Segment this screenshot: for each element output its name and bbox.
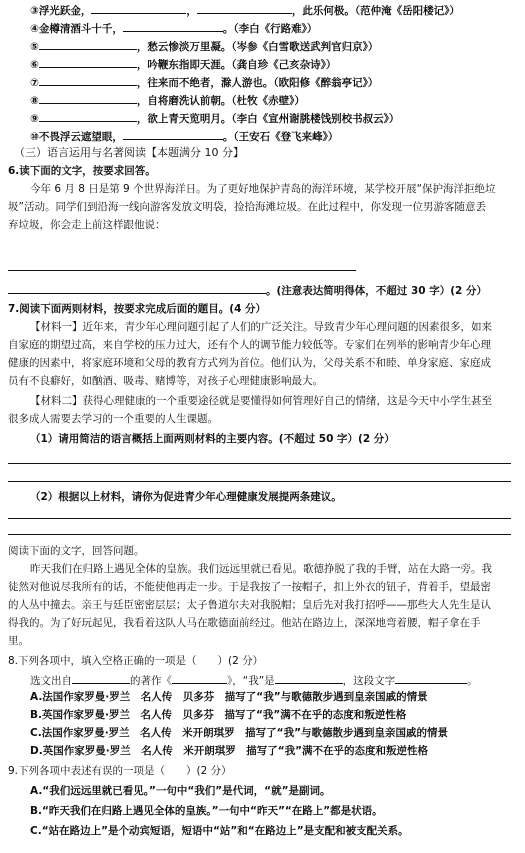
answer-line[interactable] xyxy=(8,270,356,271)
stem-text: 》，“我”是 xyxy=(227,675,275,687)
answer-line[interactable] xyxy=(8,518,511,519)
stem-text: ，这段文字 xyxy=(342,675,396,687)
poem-text: 。（王安石《登飞来峰》） xyxy=(222,131,339,143)
poem-line-7 xyxy=(30,74,378,90)
poem-text: ，自将磨洗认前朝。（杜牧《赤壁》） xyxy=(136,95,305,107)
q8-option-b[interactable]: B.英国作家罗曼·罗兰 名人传 贝多芬 描写了“我”满不在乎的态度和叛逆性格 xyxy=(30,709,407,721)
poem-line-10 xyxy=(30,128,338,144)
answer-blank[interactable] xyxy=(39,92,137,104)
passage-line: 得我的。为了好玩起见，我看着这队人马在歌德面前经过。他站在路边上，深深地弯着腰，帽子拿在手 xyxy=(8,617,481,629)
answer-line[interactable] xyxy=(8,463,511,464)
answer-blank[interactable] xyxy=(72,672,130,684)
answer-blank[interactable] xyxy=(275,672,343,684)
question-6-title: 6.读下面的文字，按要求回答。 xyxy=(8,165,156,177)
poem-line-3 xyxy=(30,2,460,18)
poem-line-4 xyxy=(30,20,317,36)
q9-option-b[interactable]: B.“昨天我们在归路上遇见全体的皇族。”一句中“昨天”“在路上”都是状语。 xyxy=(30,805,383,817)
stem-text: 。 xyxy=(467,675,478,687)
answer-blank[interactable] xyxy=(197,2,292,14)
passage-line: 里。 xyxy=(8,635,29,647)
item-number: ⑤ xyxy=(30,41,39,53)
poem-text: 不畏浮云遮望眼， xyxy=(38,131,123,143)
q9-option-a[interactable]: A.“我们远远里就已看见。”一句中“我们”是代词，“就”是副词。 xyxy=(30,785,331,797)
passage-line: 的人丛中撞去。亲王与廷臣密密层层；太子鲁道尔夫对我脱帽；皇后先对我打招呼——那些大人先生是认 xyxy=(8,599,491,611)
item-number: ⑧ xyxy=(30,95,39,107)
answer-line[interactable] xyxy=(8,534,511,535)
passage-line: 徒然对他说尽我所有的话，不能使他再走一步。于是我按了一按帽子，扣上外衣的钮子，背着手，望最密 xyxy=(8,581,491,593)
poem-text: ，欲上青天览明月。（李白《宣州谢朓楼饯别校书叔云》） xyxy=(136,113,400,125)
poem-text: ，吟鞭东指即天涯。（龚自珍《己亥杂诗》） xyxy=(136,59,337,71)
answer-line[interactable] xyxy=(8,481,511,482)
reading-intro: 阅读下面的文字，回答问题。 xyxy=(8,545,145,557)
q8-option-d[interactable]: D.英国作家罗曼·罗兰 名人传 米开朗琪罗 描写了“我”满不在乎的态度和叛逆性格 xyxy=(30,745,428,757)
q6-paragraph-line: 今年 6 月 8 日是第 9 个世界海洋日。为了更好地保护青岛的海洋环境，某学校开展“保护海洋拒绝垃 xyxy=(30,183,496,195)
answer-blank[interactable] xyxy=(8,282,266,294)
answer-blank[interactable] xyxy=(39,74,137,86)
material-1-line: 【材料一】近年来，青少年心理问题引起了人们的广泛关注。导致青少年心理问题的因素很多，如来 xyxy=(30,321,492,333)
stem-text: 的著作《 xyxy=(130,675,172,687)
poem-text: 浮光跃金， xyxy=(38,5,92,17)
q6-answer-row xyxy=(8,282,487,298)
question-7-title: 7.阅读下面两则材料，按要求完成后面的题目。(4 分） xyxy=(8,303,267,315)
q8-option-a[interactable]: A.法国作家罗曼·罗兰 名人传 贝多芬 描写了“我”与歌德散步遇到皇亲国戚的情景 xyxy=(30,691,428,703)
item-number: ④ xyxy=(30,23,39,35)
question-8-title: 8.下列各项中，填入空格正确的一项是（ ）(2 分） xyxy=(8,655,264,667)
answer-blank[interactable] xyxy=(123,20,223,32)
q7-subquestion-1: （1）请用简洁的语言概括上面两则材料的主要内容。(不超过 50 字）(2 分） xyxy=(30,433,395,445)
material-2-line: 【材料二】获得心理健康的一个重要途径就是要懂得如何管理好自己的情绪，这是今天中小学生甚至 xyxy=(30,395,492,407)
item-number: ⑩ xyxy=(30,131,39,143)
poem-line-6 xyxy=(30,56,336,72)
answer-blank[interactable] xyxy=(39,110,137,122)
q6-paragraph-line: 弃垃圾，你会走上前这样跟他说： xyxy=(8,219,166,231)
q8-option-c[interactable]: C.法国作家罗曼·罗兰 名人传 米开朗琪罗 描写了“我”与歌德散步遇到皇亲国戚的情景 xyxy=(30,727,448,739)
poem-text: ，此乐何极。（范仲淹《岳阳楼记》） xyxy=(291,5,460,17)
answer-blank[interactable] xyxy=(395,672,467,684)
poem-text: 。（李白《行路难》） xyxy=(222,23,318,35)
poem-text: 金樽清酒斗十千， xyxy=(38,23,123,35)
material-1-line: 自家庭的期望过高，来自学校的压力过大，还有个人的调节能力较低等。专家们在列举的影响青少年心理 xyxy=(8,339,491,351)
item-number: ③ xyxy=(30,5,39,17)
material-2-line: 很多成人需要去学习的一个重要的人生课题。 xyxy=(8,413,218,425)
answer-blank[interactable] xyxy=(91,2,186,14)
item-number: ⑨ xyxy=(30,113,39,125)
poem-text: ， xyxy=(186,5,197,17)
q6-paragraph-line: 圾”活动。同学们到沿海一线向游客发放文明袋，捡拾海滩垃圾。在此过程中，你发现一位男游客随意丢 xyxy=(8,201,486,213)
item-number: ⑥ xyxy=(30,59,39,71)
answer-blank[interactable] xyxy=(39,56,137,68)
q8-stem xyxy=(30,672,478,688)
item-number: ⑦ xyxy=(30,77,39,89)
q7-subquestion-2: （2）根据以上材料，请你为促进青少年心理健康发展提两条建议。 xyxy=(30,491,342,503)
material-1-line: 健康的因素中，将家庭环境和父母的教育方式列为首位。他们认为，父母关系不和睦、单身家庭、家庭成 xyxy=(8,357,491,369)
section-heading: （三）语言运用与名著阅读【本题满分 10 分】 xyxy=(14,146,244,159)
poem-line-9 xyxy=(30,110,399,126)
poem-line-8 xyxy=(30,92,305,108)
material-1-line: 员有不良癖好，如酗酒、吸毒、赌博等，对孩子心理健康影响最大。 xyxy=(8,375,323,387)
poem-text: ，往来而不绝者，滁人游也。（欧阳修《醉翁亭记》） xyxy=(136,77,379,89)
answer-blank[interactable] xyxy=(39,38,137,50)
answer-blank[interactable] xyxy=(123,128,223,140)
answer-blank[interactable] xyxy=(172,672,227,684)
q6-requirement: 。(注意表达简明得体，不超过 30 字）(2 分） xyxy=(266,285,487,297)
poem-line-5 xyxy=(30,38,378,54)
poem-text: ，愁云惨淡万里凝。（岑参《白雪歌送武判官归京》） xyxy=(136,41,379,53)
question-9-title: 9.下列各项中表述有误的一项是（ ）(2 分） xyxy=(8,765,232,777)
stem-text: 选文出自 xyxy=(30,675,72,687)
q9-option-c[interactable]: C.“站在路边上”是个动宾短语，短语中“站”和“在路边上”是支配和被支配关系。 xyxy=(30,825,409,837)
passage-line: 昨天我们在归路上遇见全体的皇族。我们远远里就已看见。歌德挣脱了我的手臂，站在大路一旁。我 xyxy=(30,563,492,575)
